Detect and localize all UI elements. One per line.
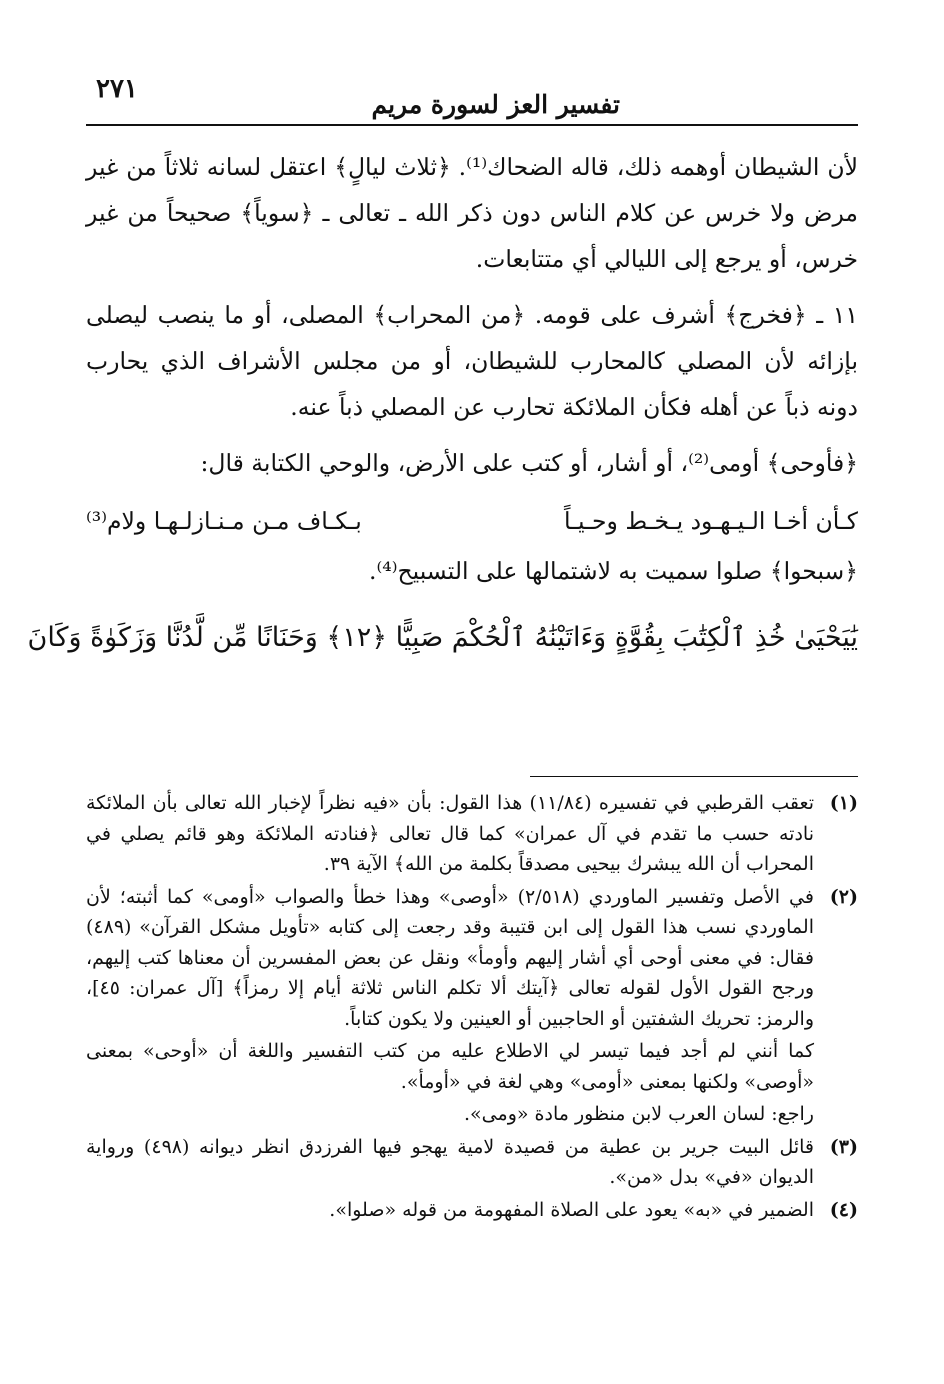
footnote-continuation bbox=[86, 1036, 858, 1097]
paragraph-3: ﴿فأوحى﴾ أومى⁽²⁾، أو أشار، أو كتب على الأرض، والوحي الكتابة قال: bbox=[200, 449, 858, 477]
footnote-separator bbox=[530, 776, 858, 777]
page-number: ٢٧١ bbox=[96, 74, 138, 104]
footnote-number: (١) bbox=[829, 792, 858, 814]
header-rule bbox=[86, 124, 858, 126]
footnote-number: (٣) bbox=[829, 1135, 858, 1158]
quran-verse: يَٰيَحْيَىٰ خُذِ ٱلْكِتَٰبَ بِقُوَّةٍ وَءَاتَيْنَٰهُ ٱلْحُكْمَ صَبِيًّا ﴿١٢﴾ وَحَنَانًا مِّن لَّدُنَّا وَزَكَوٰةً وَكَانَ bbox=[27, 622, 858, 653]
paragraph-2: ١١ ـ ﴿فخرج﴾ أشرف على قومه. ﴿من المحراب﴾ المصلى، أو ما ينصب ليصلى بإزائه لأن المصلي كالمحارب للشيطان، أو من مجلس الأشراف الذي يحارب دونه ذباً عن أهله فكأن الملائكة تحارب عن المصلي ذباً عنه. bbox=[86, 301, 858, 421]
page-header bbox=[86, 74, 858, 126]
footnote-text: الضمير في «به» يعود على الصلاة المفهومة من قوله «صلوا». bbox=[329, 1198, 814, 1221]
footnote bbox=[86, 1195, 858, 1226]
footnote bbox=[86, 1132, 858, 1193]
main-text bbox=[27, 144, 858, 664]
running-title: تفسير العز لسورة مريم bbox=[371, 90, 620, 119]
footnote bbox=[86, 882, 858, 1035]
paragraph-1: لأن الشيطان أوهمه ذلك، قاله الضحاك⁽¹⁾. ﴿ثلاث ليالٍ﴾ اعتقل لسانه ثلاثاً من غير مرض ولا خرس عن كلام الناس دون ذكر الله ـ تعالى ـ ﴿سوياً﴾ صحيحاً من غير خرس، أو يرجع إلى الليالي أي متتابعات. bbox=[86, 153, 858, 273]
footnote-number: (٤) bbox=[829, 1198, 858, 1221]
poem-hemistich-right: كـأن أخـا الـيـهـود يـخـط وحـيـاً bbox=[563, 507, 858, 535]
footnote-text: كما أنني لم أجد فيما تيسر لي الاطلاع عليه من كتب التفسير واللغة أن «أوحى» بمعنى «أوصى» ولكنها بمعنى «أومى» وهي لغة في «أومأ». bbox=[86, 1040, 814, 1093]
footnote-continuation bbox=[86, 1099, 858, 1130]
footnote-text: راجع: لسان العرب لابن منظور مادة «ومى». bbox=[464, 1103, 814, 1125]
poetry-verse bbox=[86, 498, 858, 544]
paragraph-4: ﴿سبحوا﴾ صلوا سميت به لاشتمالها على التسبيح⁽⁴⁾. bbox=[369, 557, 858, 585]
footnote-text: في الأصل وتفسير الماوردي (٢/٥١٨) «أوصى» وهذا خطأ والصواب «أومى» كما أثبته؛ لأن الماوردي نسب هذا القول إلى ابن قتيبة وقد رجعت إلى كتابه «تأويل مشكل القرآن» (٤٨٩) فقال: في معنى أوحى أي أشار إليهم وأومأ» ونقل عن بعض المفسرين أن معناها كتب إليهم، ورجح القول الأول لقوله تعالى ﴿آيتك ألا تكلم الناس ثلاثة أيام إلا رمزاً﴾ [آل عمران: ٤٥]، والرمز: تحريك الشفتين أو الحاجبين أو العينين ولا يكون كتاباً. bbox=[86, 885, 814, 1030]
footnote-number bbox=[814, 1099, 858, 1130]
footnote bbox=[86, 788, 858, 880]
footnotes bbox=[86, 788, 858, 1227]
footnote-text: تعقب القرطبي في تفسيره (١١/٨٤) هذا القول: بأن «فيه نظراً لإخبار الله تعالى بأن الملائكة نادته حسب ما تقدم في آل عمران» كما قال تعالى ﴿فنادته الملائكة وهو قائم يصلي في المحراب أن الله يبشرك بيحيى مصدقاً بكلمة من الله﴾ الآية ٣٩. bbox=[86, 792, 814, 875]
footnote-number: (٢) bbox=[829, 885, 858, 908]
poem-hemistich-left: بـكـاف مـن مـنـازلـهـا ولام⁽³⁾ bbox=[86, 507, 362, 535]
footnote-number bbox=[814, 1036, 858, 1097]
footnote-text: قائل البيت جرير بن عطية من قصيدة لامية يهجو فيها الفرزدق انظر ديوانه (٤٩٨) ورواية الديوان «في» بدل «من». bbox=[86, 1135, 815, 1188]
